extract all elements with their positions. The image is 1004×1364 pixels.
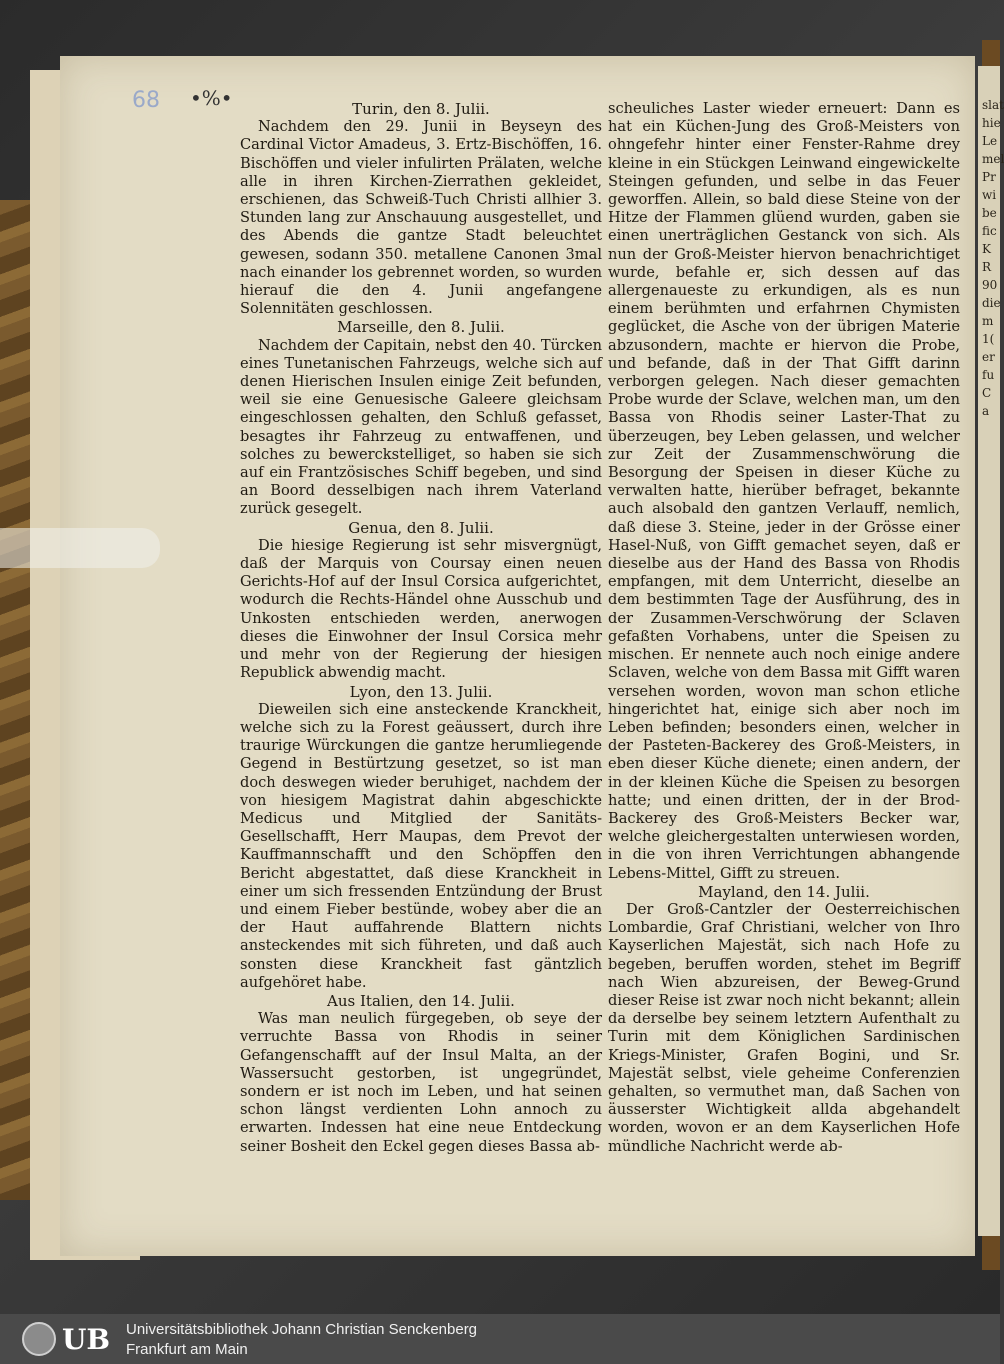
next-page-fragment: a [982, 404, 990, 418]
article-paragraph: Die hiesige Regierung ist sehr misvergnügt, daß der Marquis von Coursay einen neuen Gerichts-Hof auf der Insul Corsica aufgerichtet, wodurch die Rechts-Händel ohne Ausschub und Unkosten entschieden werden, anerwogen dieses die Einwohner der Insul Corsica mehr und mehr von der Regierung der hiesigen Republick abwendig macht. [240, 536, 602, 682]
next-page-fragment: 90 [982, 278, 998, 292]
next-page-fragment: hie [982, 116, 1001, 130]
marbled-cover-edge [0, 200, 32, 1200]
next-page-fragment: R [982, 260, 992, 274]
next-page-fragment: slat [982, 98, 1004, 112]
folio-number: 68 [132, 88, 160, 113]
article-dateline: Mayland, den 14. Julii. [698, 882, 870, 901]
footer-bar [0, 1314, 1000, 1364]
next-page-fragment: fu [982, 368, 995, 382]
article-paragraph: Nachdem den 29. Junii in Beyseyn des Cardinal Victor Amadeus, 3. Ertz-Bischöffen, 16. Bischöffen und vieler infulirten Prälaten, welche alle in ihren Kirchen-Zierrathen gekleidet, erschienen, das Schweiß-Tuch Christi allhier 3. Stunden lang zur Anschauung ausgestellet, und des Abends die gantze Stadt beleuchtet gewesen, sodann 350. metallene Canonen 3mal nach einander los gebrennet worden, so wurden hierauf die den 4. Junii angefangene Solennitäten geschlossen. [240, 118, 602, 318]
article-dateline: Turin, den 8. Julii. [352, 100, 490, 118]
folio-mark: •%• [190, 86, 233, 110]
article-paragraph: Was man neulich fürgegeben, ob seye der verruchte Bassa von Rhodis in seiner Gefangenschafft auf der Insul Malta, an der Wassersucht gestorben, ist ungegründet, sondern er ist noch im Leben, und hat seinen schon längst verdienten Lohn annoch zu erwarten. Indessen hat eine neue Entdeckung seiner Bosheit den Eckel gegen dieses Bassa ab- [240, 1010, 602, 1155]
right-column [608, 100, 960, 1156]
plastic-clip [0, 528, 160, 568]
next-page-fragment: m [982, 314, 994, 328]
next-page-fragment: wi [982, 188, 997, 202]
ub-logo[interactable] [22, 1322, 116, 1356]
article-dateline: Marseille, den 8. Julii. [337, 318, 505, 337]
seal-icon [22, 1322, 56, 1356]
next-page-fragment: die [982, 296, 1001, 310]
article-dateline: Genua, den 8. Julii. [348, 518, 494, 537]
next-page-fragment: Pr [982, 170, 996, 184]
next-page-fragment: er [982, 350, 995, 364]
next-page-fragment: mel [982, 152, 1004, 166]
next-page-fragment: fic [982, 224, 997, 238]
next-page-fragment: be [982, 206, 997, 220]
next-page-fragment: C [982, 386, 992, 400]
library-city: Frankfurt am Main [126, 1341, 248, 1358]
ub-logo-text: UB [62, 1323, 111, 1356]
article-dateline: Lyon, den 13. Julii. [349, 682, 493, 701]
next-page-edge [978, 66, 1004, 1236]
library-name[interactable]: Universitätsbibliothek Johann Christian Senckenberg [126, 1321, 478, 1338]
article-dateline: Aus Italien, den 14. Julii. [327, 991, 515, 1010]
next-page-fragment: 1( [982, 332, 995, 346]
next-page-fragments [978, 66, 1004, 420]
article-paragraph: Nachdem der Capitain, nebst den 40. Türcken eines Tunetanischen Fahrzeugs, welche sich auf denen Hierischen Insulen einige Zeit befunden, weil sie eine Genuesische Galeere gleichsam eingeschlossen gehalten, den Schluß gefasset, besagtes ihr Fahrzeug zu entwaffenen, und solches zu bewerckstelliget, so haben sie sich auf ein Frantzösisches Schiff begeben, und sind an Boord desselbigen nach ihrem Vaterland zurück gesegelt. [240, 336, 602, 518]
left-column [240, 100, 602, 1156]
next-page-fragment: K [982, 242, 991, 256]
article-paragraph: Dieweilen sich eine ansteckende Kranckheit, welche sich zu la Forest geäussert, durch ihre traurige Würckungen die gantze herumliegende Gegend in Bestürtzung gesetzet, so ist man doch deswegen wieder beruhiget, nachdem der von hiesigem Magistrat dahin abgeschickte Medicus und Mitglied der Sanitäts-Gesellschafft, Herr Maupas, dem Prevot der Kauffmannschafft und den Schöpffen den Bericht abgestattet, daß diese Kranckheit in einer um sich fressenden Entzündung der Brust und einem Fieber bestünde, wobey aber die an der Haut auffahrende Blattern nichts ansteckendes mit sich führeten, und daß auch sonsten diese Kranckheit fast gäntzlich aufgehöret habe. [240, 700, 602, 991]
next-page-fragment: Le [982, 134, 998, 148]
article-paragraph: Der Groß-Cantzler der Oesterreichischen Lombardie, Graf Christiani, welcher von Ihro Kayserlichen Majestät, sich nach Hofe zu begeben, beruffen worden, stehet im Begriff nach Wien abzureisen, der Beweg-Grund dieser Reise ist zwar noch nicht bekannt; allein da derselbe bey seinem letztern Aufenthalt zu Turin mit dem Königlichen Sardinischen Kriegs-Minister, Grafen Bogini, und Sr. Majestät selbst, viele geheime Conferenzien gehalten, so vermuthet man, daß Sachen von äusserster Wichtigkeit allda abgehandelt worden, wovon er an dem Kayserlichen Hofe mündliche Nachricht werde ab- [608, 900, 960, 1155]
article-paragraph: scheuliches Laster wieder erneuert: Dann es hat ein Küchen-Jung des Groß-Meisters von ohngefehr hinter einer Fenster-Rahme drey kleine in ein Stückgen Leinwand eingewickelte Steingen gefunden, und selbe in das Feuer geworffen. Allein, so bald diese Steine von der Hitze der Flammen glüend wurden, gaben sie einen unerträglichen Gestanck von sich. Als nun der Groß-Meister hiervon benachrichtiget wurde, befahle er, sich dessen auf das allergenaueste zu erkundigen, als es nun einem berühmten und erfahrnen Chymisten geglücket, die Asche von der übrigen Materie abzusondern, machte er hiervon die Probe, und befande, daß in der That Gifft darinn verborgen gelegen. Nach dieser gemachten Probe wurde der Sclave, welchen man, um den Bassa von Rhodis seiner Laster-That zu überzeugen, bey Leben gelassen, und welcher zur Zeit der Zusammenschwörung die Besorgung der Speisen in dieser Küche zu verwalten hatte, hierüber befraget, bekannte auch alsobald den gantzen Verlauff, nemlich, daß diese 3. Steine, jeder in der Grösse einer Hasel-Nuß, von Gifft gemachet seyen, daß er dieselbe aus der Hand des Bassa von Rhodis empfangen, mit dem Unterricht, dieselbe an dem bestimmten Tage der Ausführung, des in der Zusammen-Verschwörung der Sclaven gefaßten Vorhabens, unter die Speisen zu mischen. Er nennete auch noch einige andere Sclaven, welche von dem Bassa mit Gifft waren versehen worden, wovon man schon etliche hingerichtet hat, einige sich aber noch im Leben befinden; besonders einen, welcher in der Pasteten-Backerey des Groß-Meisters, in eben dieser Küche dienete; einen andern, der in der kleinen Küche die Speisen zu besorgen hatte; und einen dritten, der in der Brod-Backerey des Groß-Meisters Becker war, welche gleichergestalten unterwiesen worden, in die von ihren Verrichtungen abhangende Lebens-Mittel, Gifft zu streuen. [608, 100, 960, 882]
